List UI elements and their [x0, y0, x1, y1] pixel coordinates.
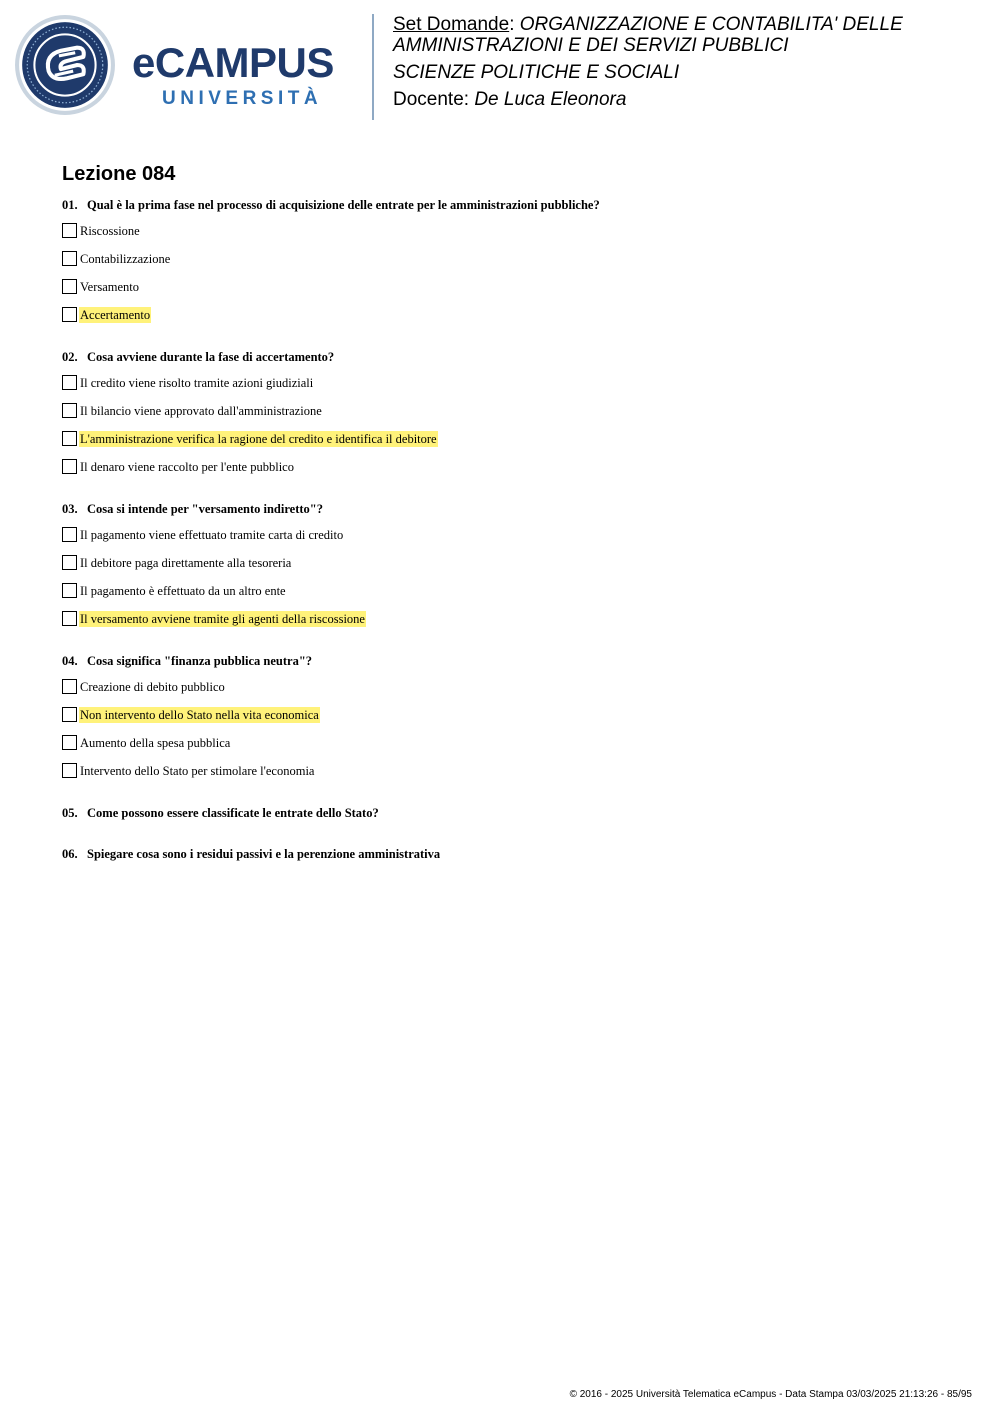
answer-option[interactable]: [62, 307, 962, 327]
question-label: Spiegare cosa sono i residui passivi e la perenzione amministrativa: [87, 847, 441, 861]
answer-checkbox[interactable]: [62, 555, 77, 570]
answer-option[interactable]: [62, 279, 962, 307]
ecampus-seal-logo: [14, 14, 116, 116]
answer-option[interactable]: [62, 527, 962, 555]
answer-checkbox[interactable]: [62, 251, 77, 266]
answer-checkbox[interactable]: [62, 735, 77, 750]
answer-checkbox[interactable]: [62, 403, 77, 418]
answer-option[interactable]: [62, 431, 962, 459]
question-list: [62, 196, 962, 886]
question-number: 03.: [62, 502, 78, 516]
course-info: Set Domande: ORGANIZZAZIONE E CONTABILITA' DELLE AMMINISTRAZIONI E DEI SERVIZI PUBBLICI SCIENZE POLITICHE E SOCIALI Docente: De Luca Eleonora: [393, 14, 983, 110]
answer-option[interactable]: [62, 375, 962, 403]
question-text: [62, 804, 962, 822]
question-item: [62, 348, 962, 479]
answer-checkbox[interactable]: [62, 375, 77, 390]
question-label: Cosa avviene durante la fase di accertamento?: [87, 350, 335, 364]
answer-option[interactable]: [62, 707, 962, 735]
answer-text: Il pagamento viene effettuato tramite carta di credito: [80, 528, 344, 542]
question-text: [62, 652, 962, 670]
question-number: 01.: [62, 198, 78, 212]
question-number: 05.: [62, 806, 78, 820]
question-label: Come possono essere classificate le entrate dello Stato?: [87, 806, 379, 820]
answer-text: Il denaro viene raccolto per l'ente pubblico: [80, 460, 294, 474]
answer-list: [62, 679, 962, 783]
teacher-name: De Luca Eleonora: [474, 89, 627, 110]
answer-list: [62, 223, 962, 327]
question-text: [62, 348, 962, 366]
question-label: Cosa significa "finanza pubblica neutra"?: [87, 654, 313, 668]
question-item: [62, 500, 962, 631]
answer-checkbox[interactable]: [62, 279, 77, 294]
answer-text: Contabilizzazione: [80, 252, 171, 266]
answer-text-highlighted: Accertamento: [80, 308, 151, 322]
header-divider: [372, 14, 374, 120]
answer-checkbox[interactable]: [62, 223, 77, 238]
answer-checkbox[interactable]: [62, 431, 77, 446]
lesson-title: Lezione 084: [62, 163, 176, 185]
answer-text-highlighted: L'amministrazione verifica la ragione del credito e identifica il debitore: [80, 432, 437, 446]
course-title: ORGANIZZAZIONE E CONTABILITA' DELLE AMMINISTRAZIONI E DEI SERVIZI PUBBLICI: [393, 14, 903, 56]
answer-text: Il bilancio viene approvato dall'amministrazione: [80, 404, 322, 418]
set-label: Set Domande: [393, 14, 510, 35]
teacher-line: [393, 89, 983, 110]
answer-option[interactable]: [62, 583, 962, 611]
question-text: [62, 196, 962, 214]
answer-text: Intervento dello Stato per stimolare l'economia: [80, 764, 315, 778]
ecampus-wordmark: [132, 40, 362, 112]
question-item: [62, 845, 962, 863]
page-header: [0, 0, 1000, 130]
answer-text: Aumento della spesa pubblica: [80, 736, 231, 750]
answer-checkbox[interactable]: [62, 707, 77, 722]
answer-checkbox[interactable]: [62, 763, 77, 778]
answer-option[interactable]: [62, 735, 962, 763]
answer-text-highlighted: Non intervento dello Stato nella vita economica: [80, 708, 319, 722]
teacher-label: Docente:: [393, 89, 470, 110]
answer-option[interactable]: [62, 223, 962, 251]
answer-checkbox[interactable]: [62, 527, 77, 542]
answer-text: Versamento: [80, 280, 140, 294]
answer-list: [62, 375, 962, 479]
answer-text: Creazione di debito pubblico: [80, 680, 225, 694]
question-text: [62, 845, 962, 863]
question-label: Cosa si intende per "versamento indiretto"?: [87, 502, 323, 516]
answer-text-highlighted: Il versamento avviene tramite gli agenti della riscossione: [80, 612, 365, 626]
brand-subtitle: UNIVERSITÀ: [162, 88, 323, 109]
question-item: [62, 804, 962, 822]
answer-option[interactable]: [62, 403, 962, 431]
answer-checkbox[interactable]: [62, 583, 77, 598]
answer-checkbox[interactable]: [62, 611, 77, 626]
question-number: 06.: [62, 847, 78, 861]
question-number: 04.: [62, 654, 78, 668]
answer-option[interactable]: [62, 251, 962, 279]
answer-checkbox[interactable]: [62, 459, 77, 474]
faculty-name: SCIENZE POLITICHE E SOCIALI: [393, 62, 680, 83]
page-footer: © 2016 - 2025 Università Telematica eCampus - Data Stampa 03/03/2025 21:13:26 - 85/95: [569, 1389, 972, 1400]
answer-option[interactable]: [62, 459, 962, 479]
answer-checkbox[interactable]: [62, 307, 77, 322]
answer-text: Il pagamento è effettuato da un altro ente: [80, 584, 286, 598]
answer-checkbox[interactable]: [62, 679, 77, 694]
answer-text: Il credito viene risolto tramite azioni giudiziali: [80, 376, 314, 390]
answer-option[interactable]: [62, 611, 962, 631]
answer-list: [62, 527, 962, 631]
answer-option[interactable]: [62, 555, 962, 583]
question-label: Qual è la prima fase nel processo di acquisizione delle entrate per le amministrazioni pubbliche?: [87, 198, 600, 212]
answer-text: Riscossione: [80, 224, 140, 238]
question-item: [62, 196, 962, 327]
answer-option[interactable]: [62, 679, 962, 707]
question-text: [62, 500, 962, 518]
question-number: 02.: [62, 350, 78, 364]
answer-option[interactable]: [62, 763, 962, 783]
question-item: [62, 652, 962, 783]
brand-name: eCAMPUS: [132, 39, 334, 86]
answer-text: Il debitore paga direttamente alla tesoreria: [80, 556, 292, 570]
